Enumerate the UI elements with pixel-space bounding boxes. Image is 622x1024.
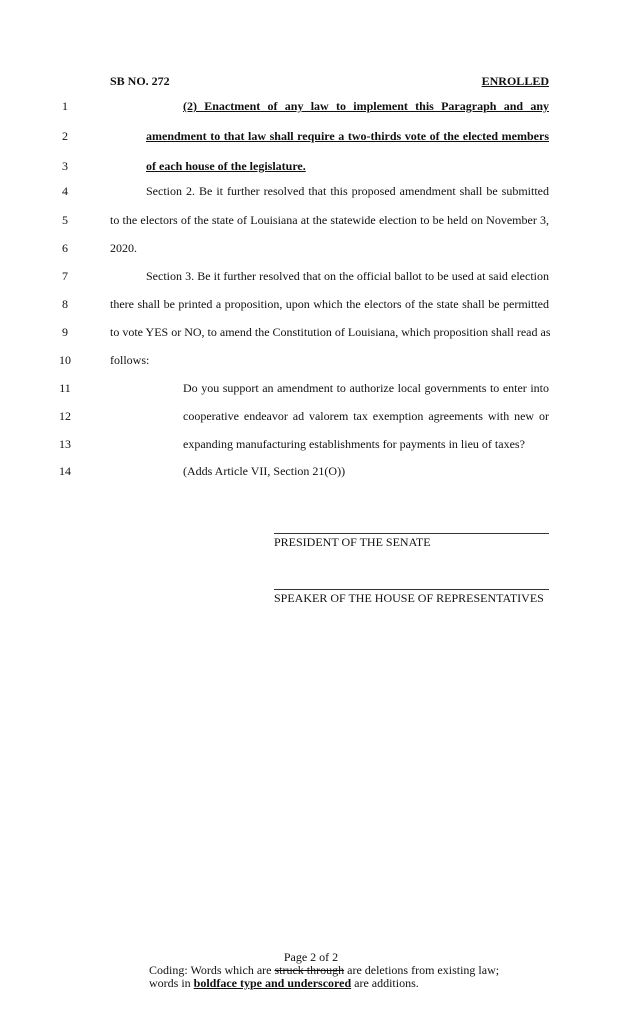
line-number: 13 — [59, 437, 71, 451]
line-number: 7 — [62, 269, 68, 283]
coding-text: words in — [149, 976, 194, 990]
line-number: 2 — [62, 129, 68, 143]
line-number: 5 — [62, 213, 68, 227]
line-number: 3 — [62, 159, 68, 173]
line-text: Do you support an amendment to authorize local governments to enter into — [183, 381, 549, 395]
document-line — [0, 128, 622, 144]
line-number: 9 — [62, 325, 68, 339]
line-text: 2020. — [110, 241, 137, 255]
line-text: to the electors of the state of Louisiana at the statewide election to be held on November 3, — [110, 213, 549, 227]
line-text: follows: — [110, 353, 150, 367]
signature-label-speaker: SPEAKER OF THE HOUSE OF REPRESENTATIVES — [274, 591, 544, 605]
line-text: (2) Enactment of any law to implement this Paragraph and any — [183, 99, 549, 113]
line-number: 8 — [62, 297, 68, 311]
line-text: to vote YES or NO, to amend the Constitution of Louisiana, which proposition shall read as — [110, 325, 551, 339]
coding-text: Coding: Words which are — [149, 963, 275, 977]
document-line — [0, 324, 622, 340]
line-number: 14 — [59, 464, 71, 478]
coding-note-line-2 — [149, 977, 419, 990]
document-line — [0, 183, 622, 199]
document-line — [0, 98, 622, 114]
document-line — [0, 463, 622, 479]
document-line — [0, 212, 622, 228]
page-number: Page 2 of 2 — [283, 950, 339, 964]
document-line — [0, 436, 622, 452]
coding-struck-sample: struck through — [274, 963, 345, 977]
line-text: amendment to that law shall require a two-thirds vote of the elected members — [146, 129, 549, 143]
line-number: 10 — [59, 353, 71, 367]
document-line — [0, 352, 622, 368]
line-number: 6 — [62, 241, 68, 255]
line-number: 4 — [62, 184, 68, 198]
line-text: there shall be printed a proposition, upon which the electors of the state shall be permitted — [110, 297, 549, 311]
line-text: cooperative endeavor ad valorem tax exemption agreements with new or — [183, 409, 549, 423]
document-line — [0, 296, 622, 312]
line-number: 11 — [59, 381, 71, 395]
document-line — [0, 380, 622, 396]
line-text: Section 3. Be it further resolved that on the official ballot to be used at said election — [146, 269, 549, 283]
line-text: of each house of the legislature. — [146, 159, 306, 173]
bill-status: ENROLLED — [481, 74, 549, 88]
signature-label-president: PRESIDENT OF THE SENATE — [274, 535, 431, 549]
coding-text: are deletions from existing law; — [344, 963, 500, 977]
line-text: expanding manufacturing establishments for payments in lieu of taxes? — [183, 437, 525, 451]
document-line — [0, 158, 622, 174]
signature-line-president — [274, 533, 549, 534]
line-text: (Adds Article VII, Section 21(O)) — [183, 464, 346, 478]
line-number: 12 — [59, 409, 71, 423]
document-line — [0, 240, 622, 256]
document-line — [0, 268, 622, 284]
coding-bold-sample: boldface type and underscored — [193, 976, 352, 990]
bill-number: SB NO. 272 — [110, 74, 170, 88]
document-line — [0, 408, 622, 424]
line-text: Section 2. Be it further resolved that this proposed amendment shall be submitted — [146, 184, 549, 198]
signature-line-speaker — [274, 589, 549, 590]
line-number: 1 — [62, 99, 68, 113]
coding-text: are additions. — [351, 976, 419, 990]
